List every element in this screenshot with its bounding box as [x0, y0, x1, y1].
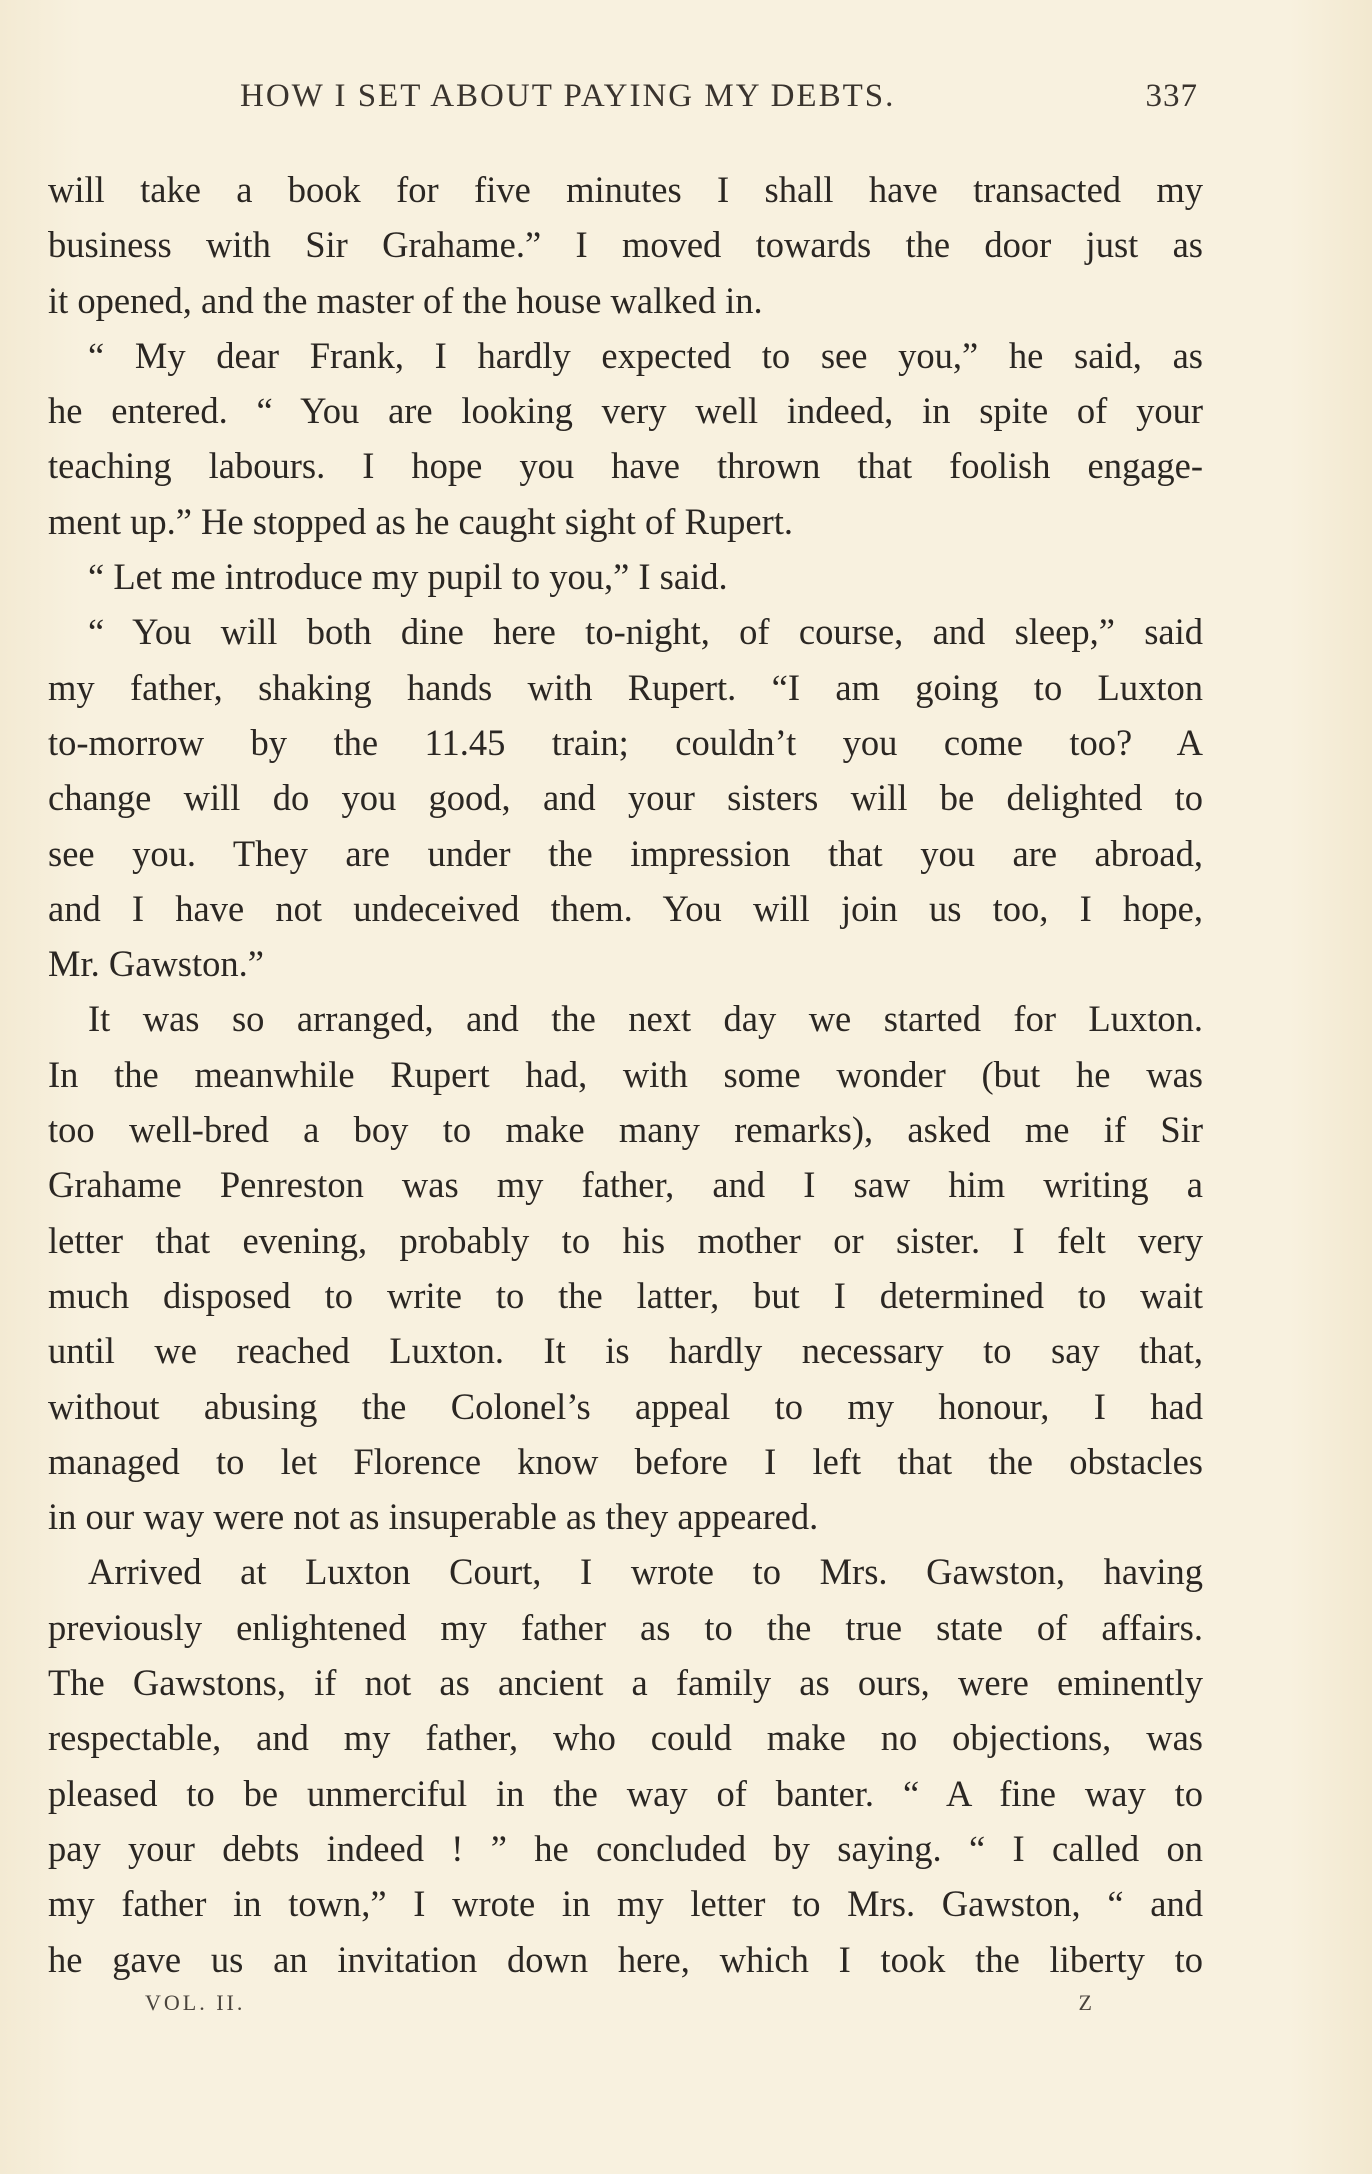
text-line: change will do you good, and your sisters will be delighted to [48, 777, 1203, 819]
text-line: The Gawstons, if not as ancient a family as ours, were eminently [48, 1662, 1203, 1704]
page-footer [145, 1990, 1095, 2026]
text-line: ment up.” He stopped as he caught sight of Rupert. [48, 500, 794, 542]
text-line: without abusing the Colonel’s appeal to my honour, I had [48, 1385, 1203, 1427]
volume-mark: VOL. II. [145, 1990, 246, 2015]
text-line: It was so arranged, and the next day we started for Luxton. [88, 998, 1203, 1040]
text-line: “ My dear Frank, I hardly expected to see you,” he said, as [88, 334, 1203, 376]
text-line: “ You will both dine here to-night, of course, and sleep,” said [88, 611, 1203, 653]
text-line: “ Let me introduce my pupil to you,” I said. [88, 556, 728, 598]
text-line: Mr. Gawston.” [48, 943, 264, 985]
text-line: much disposed to write to the latter, but I determined to wait [48, 1274, 1203, 1316]
text-line: managed to let Florence know before I left that the obstacles [48, 1440, 1203, 1482]
text-line: previously enlightened my father as to the true state of affairs. [48, 1606, 1203, 1648]
text-line: In the meanwhile Rupert had, with some wonder (but he was [48, 1053, 1203, 1095]
body-text [48, 162, 1203, 1987]
text-line: in our way were not as insuperable as they appeared. [48, 1496, 819, 1538]
text-line: and I have not undeceived them. You will join us too, I hope, [48, 887, 1203, 929]
text-line: to-morrow by the 11.45 train; couldn’t you come too? A [48, 721, 1203, 763]
text-line: it opened, and the master of the house walked in. [48, 279, 763, 321]
text-line: he gave us an invitation down here, which I took the liberty to [48, 1938, 1203, 1980]
text-line: see you. They are under the impression that you are abroad, [48, 832, 1203, 874]
text-line: will take a book for five minutes I shall have transacted my [48, 169, 1203, 210]
signature-mark: Z [1078, 1990, 1095, 2015]
running-title: HOW I SET ABOUT PAYING MY DEBTS. [240, 78, 896, 114]
text-line: respectable, and my father, who could make no objections, was [48, 1717, 1203, 1759]
text-line: pleased to be unmerciful in the way of banter. “ A fine way to [48, 1772, 1203, 1814]
text-line: pay your debts indeed ! ” he concluded by saying. “ I called on [48, 1827, 1203, 1869]
text-line: Grahame Penreston was my father, and I saw him writing a [48, 1164, 1203, 1206]
text-line: Arrived at Luxton Court, I wrote to Mrs. Gawston, having [88, 1551, 1203, 1593]
text-line: my father in town,” I wrote in my letter to Mrs. Gawston, “ and [48, 1883, 1203, 1925]
text-line: until we reached Luxton. It is hardly necessary to say that, [48, 1330, 1203, 1372]
page-number: 337 [1145, 78, 1198, 114]
running-head [240, 78, 1198, 122]
text-line: he entered. “ You are looking very well indeed, in spite of your [48, 390, 1203, 432]
text-line: my father, shaking hands with Rupert. “I am going to Luxton [48, 666, 1203, 708]
text-line: too well-bred a boy to make many remarks), asked me if Sir [48, 1109, 1203, 1151]
text-line: letter that evening, probably to his mother or sister. I felt very [48, 1219, 1203, 1261]
text-line: teaching labours. I hope you have thrown that foolish engage- [48, 445, 1203, 487]
text-line: business with Sir Grahame.” I moved towards the door just as [48, 224, 1203, 266]
